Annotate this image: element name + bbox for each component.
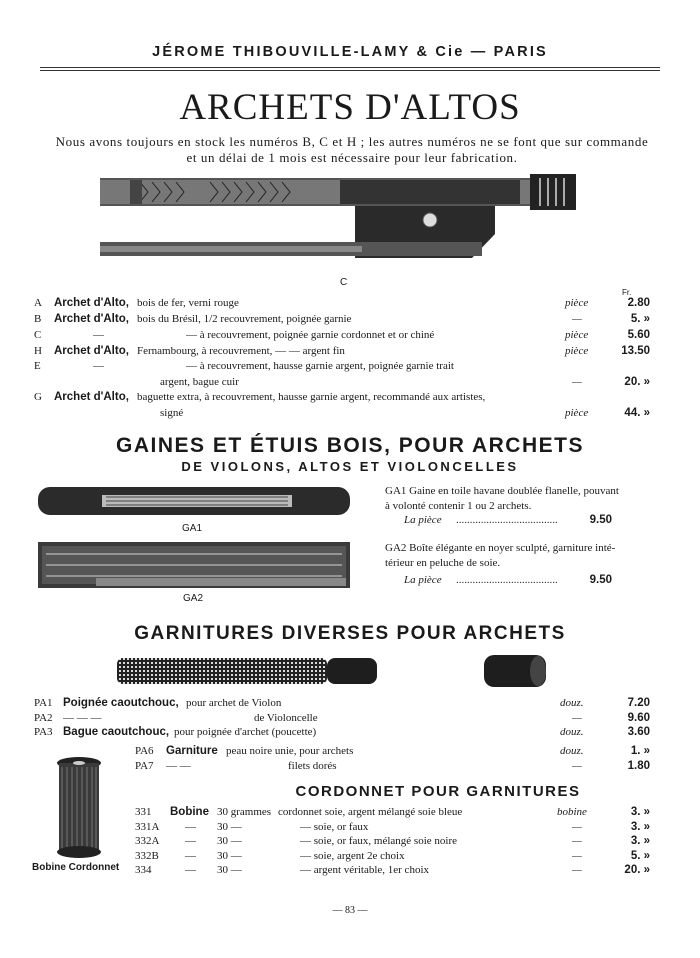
- bow-name: —: [93, 360, 104, 372]
- garniture-unit: —: [572, 712, 582, 724]
- cordonnet-price: 3. »: [630, 835, 650, 847]
- garniture-description: filets dorés: [288, 760, 337, 772]
- bow-name: —: [93, 329, 104, 341]
- bow-row: [0, 297, 700, 313]
- case-ga1-description: GA1 Gaine en toile havane doublée flanelle, pouvant à volonté contenir 1 ou 2 archets.: [385, 485, 619, 512]
- bow-unit: —: [572, 376, 582, 388]
- bow-row: [0, 360, 700, 376]
- garniture-unit: douz.: [560, 745, 584, 757]
- cordonnet-quantity: 30 —: [217, 850, 242, 862]
- garniture-code: PA1: [34, 697, 53, 709]
- cases-section-title: GAINES ET ÉTUIS BOIS, POUR ARCHETS: [116, 434, 584, 457]
- bow-price: 2.80: [627, 297, 650, 309]
- garniture-name: — — —: [63, 712, 102, 724]
- bow-unit: pièce: [565, 345, 589, 357]
- bow-code: C: [34, 329, 42, 341]
- case-ga1-price-row: La pièce ..................................... 9.50: [404, 514, 612, 526]
- viola-bow-illustration: [100, 172, 580, 272]
- bow-description: — à recouvrement, hausse garnie argent, poignée garnie trait: [186, 360, 454, 372]
- page-header: JÉROME THIBOUVILLE-LAMY & Cie — PARIS: [152, 44, 548, 60]
- cordonnet-name: —: [185, 821, 196, 833]
- page-title: ARCHETS D'ALTOS: [179, 87, 521, 128]
- bow-unit: pièce: [565, 407, 589, 419]
- cordonnet-description: — argent véritable, 1er choix: [300, 864, 429, 876]
- cordonnet-row: [0, 806, 700, 822]
- cordonnet-unit: —: [572, 850, 582, 862]
- cordonnet-unit: bobine: [557, 806, 587, 818]
- rubber-grip-illustration: [115, 654, 380, 688]
- garniture-unit: douz.: [560, 726, 584, 738]
- cordonnet-name: —: [185, 835, 196, 847]
- bow-price: 5.60: [627, 329, 650, 341]
- cordonnet-code: 331A: [135, 821, 160, 833]
- garniture-unit: douz.: [560, 697, 584, 709]
- header-rule: [40, 67, 660, 68]
- garniture-price: 7.20: [627, 697, 650, 709]
- cordonnet-description: — soie, or faux, mélangé soie noire: [300, 835, 458, 847]
- bow-price: 44. »: [624, 407, 650, 419]
- garniture-price: 1. »: [630, 745, 650, 757]
- garniture-price: 3.60: [627, 726, 650, 738]
- bow-row: [0, 345, 700, 361]
- cordonnet-code: 331: [135, 806, 152, 818]
- cordonnet-description: cordonnet soie, argent mélangé soie bleue: [278, 806, 463, 818]
- garniture-price: 9.60: [627, 712, 650, 724]
- bow-description: argent, bague cuir: [160, 376, 239, 388]
- intro-text: Nous avons toujours en stock les numéros B, C et H ; les autres numéros ne se font que sur commande et un délai de 1 mois est nécessaire pour leur fabrication.: [55, 134, 649, 165]
- garniture-description: peau noire unie, pour archets: [226, 745, 354, 757]
- cordonnet-row: [0, 864, 700, 880]
- bow-code: B: [34, 313, 42, 325]
- bow-price: 13.50: [621, 345, 650, 357]
- bow-description: bois du Brésil, 1/2 recouvrement, poignée garnie: [137, 313, 352, 325]
- garniture-row: [0, 760, 700, 776]
- bow-unit: pièce: [565, 329, 589, 341]
- bow-description: signé: [160, 407, 184, 419]
- bow-row: [0, 391, 700, 407]
- bow-name: Archet d'Alto,: [54, 391, 129, 403]
- garniture-row: [0, 726, 700, 742]
- garniture-code: PA6: [135, 745, 154, 757]
- garniture-description: de Violoncelle: [254, 712, 318, 724]
- garniture-code: PA7: [135, 760, 154, 772]
- garniture-price: 1.80: [627, 760, 650, 772]
- case-caption-ga2: GA2: [183, 593, 204, 604]
- garniture-code: PA3: [34, 726, 53, 738]
- spool-caption: Bobine Cordonnet: [32, 862, 120, 873]
- bow-code: E: [34, 360, 41, 372]
- bow-name: Archet d'Alto,: [54, 297, 129, 309]
- bow-code: H: [34, 345, 42, 357]
- garnitures-section-title: GARNITURES DIVERSES POUR ARCHETS: [134, 623, 566, 644]
- garniture-name: — —: [166, 760, 191, 772]
- garniture-description: pour poignée d'archet (poucette): [174, 726, 317, 738]
- cordonnet-price: 3. »: [630, 821, 650, 833]
- cordonnet-name: Bobine: [170, 806, 209, 818]
- cordonnet-row: [0, 835, 700, 851]
- garniture-row: [0, 697, 700, 713]
- cordonnet-quantity: 30 grammes: [217, 806, 272, 818]
- bow-description: — à recouvrement, poignée garnie cordonnet et or chiné: [186, 329, 435, 341]
- cordonnet-price: 5. »: [630, 850, 650, 862]
- bow-row: [0, 329, 700, 345]
- garniture-name: Poignée caoutchouc,: [63, 697, 179, 709]
- header-rule-2: [40, 70, 660, 71]
- cordonnet-code: 334: [135, 864, 152, 876]
- bow-name: Archet d'Alto,: [54, 313, 129, 325]
- cordonnet-unit: —: [572, 864, 582, 876]
- case-ga2-description: GA2 Boîte élégante en noyer sculpté, garniture inté- térieur en peluche de soie.: [385, 542, 616, 569]
- cordonnet-description: — soie, or faux: [300, 821, 369, 833]
- cordonnet-name: —: [185, 864, 196, 876]
- price-column-label: Fr.: [622, 288, 632, 297]
- bow-code: A: [34, 297, 42, 309]
- bow-unit: —: [572, 313, 582, 325]
- cordonnet-quantity: 30 —: [217, 864, 242, 876]
- cordonnet-quantity: 30 —: [217, 821, 242, 833]
- bow-description: baguette extra, à recouvrement, hausse garnie argent, recommandé aux artistes,: [137, 391, 486, 403]
- cordonnet-description: — soie, argent 2e choix: [300, 850, 405, 862]
- cordonnet-price: 20. »: [624, 864, 650, 876]
- cordonnet-name: —: [185, 850, 196, 862]
- bow-name: Archet d'Alto,: [54, 345, 129, 357]
- rubber-ring-illustration: [482, 652, 550, 690]
- cordonnet-code: 332A: [135, 835, 160, 847]
- bow-description: bois de fer, verni rouge: [137, 297, 239, 309]
- bow-code: G: [34, 391, 42, 403]
- bow-row: [0, 313, 700, 329]
- cordonnet-code: 332B: [135, 850, 159, 862]
- bow-unit: pièce: [565, 297, 589, 309]
- bow-caption: C: [340, 277, 348, 288]
- page-number: — 83 —: [332, 905, 368, 916]
- garniture-unit: —: [572, 760, 582, 772]
- garniture-row: [0, 745, 700, 761]
- cordonnet-section-title: CORDONNET POUR GARNITURES: [295, 783, 581, 800]
- bow-row: [0, 376, 700, 392]
- garniture-name: Garniture: [166, 745, 218, 757]
- cases-section-subtitle: DE VIOLONS, ALTOS ET VIOLONCELLES: [181, 459, 519, 474]
- bow-price: 5. »: [630, 313, 650, 325]
- cordonnet-unit: —: [572, 821, 582, 833]
- case-caption-ga1: GA1: [182, 523, 203, 534]
- bow-price: 20. »: [624, 376, 650, 388]
- bow-description: Fernambourg, à recouvrement, — — argent fin: [137, 345, 345, 357]
- garniture-name: Bague caoutchouc,: [63, 726, 170, 738]
- cordonnet-quantity: 30 —: [217, 835, 242, 847]
- bow-row: [0, 407, 700, 423]
- garniture-code: PA2: [34, 712, 53, 724]
- garniture-description: pour archet de Violon: [186, 697, 282, 709]
- case-ga2-price-row: La pièce ..................................... 9.50: [404, 574, 612, 586]
- cordonnet-price: 3. »: [630, 806, 650, 818]
- cordonnet-unit: —: [572, 835, 582, 847]
